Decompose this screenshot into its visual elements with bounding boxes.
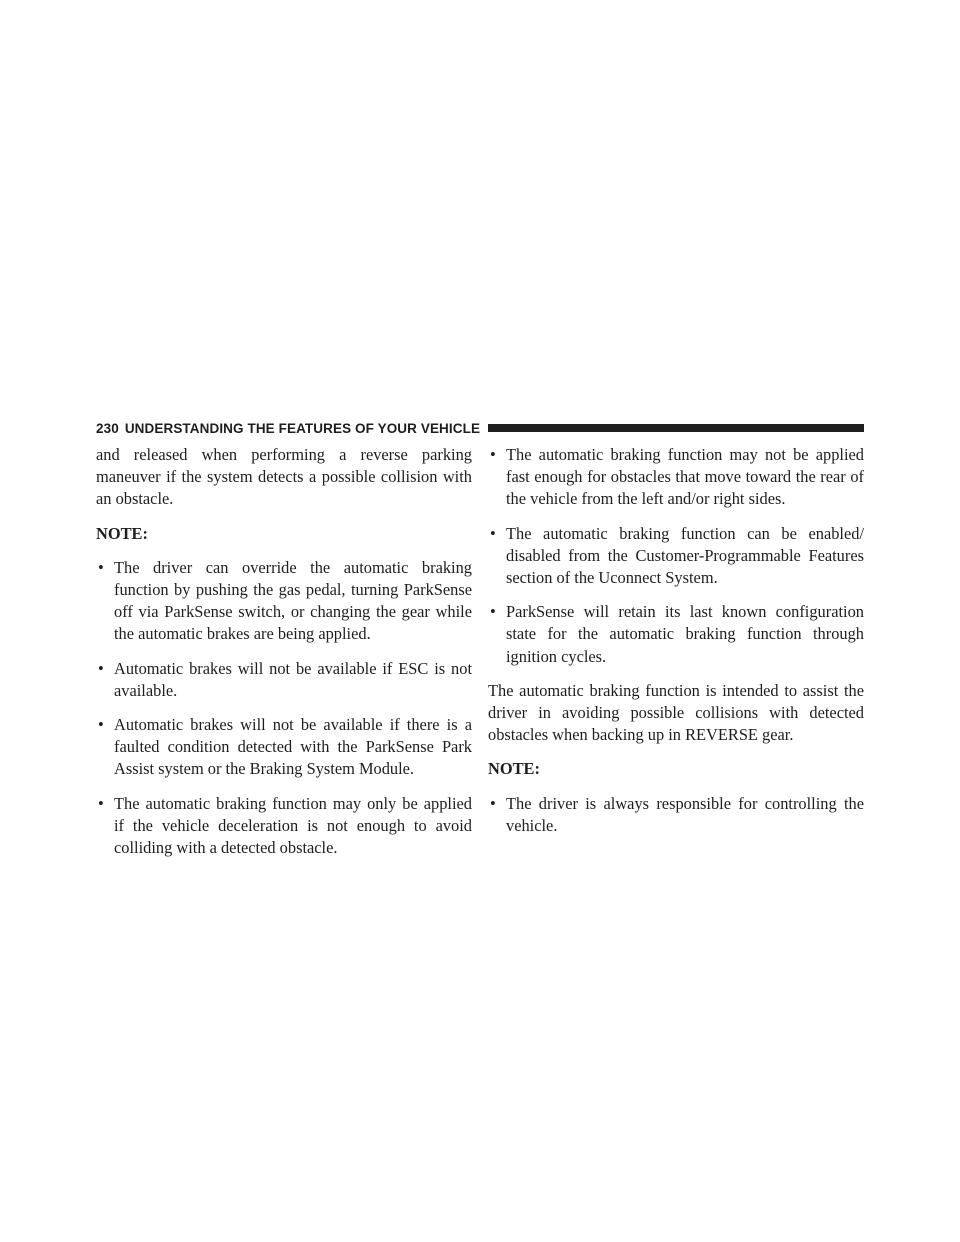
page-header: [96, 419, 864, 437]
list-item-text: The automatic braking function may only be applied if the vehicle deceleration is not enough to avoid colliding with a detected obstacle.: [114, 793, 472, 858]
bullet-icon: •: [98, 557, 104, 577]
bullet-icon: •: [490, 602, 496, 622]
list-item: [488, 793, 864, 837]
note-label: NOTE:: [488, 759, 540, 779]
left-column: [96, 444, 472, 871]
list-item: [488, 523, 864, 590]
list-item-text: The automatic braking function can be enabled/ disabled from the Customer-Programmable Features section of the Uconnect System.: [506, 523, 864, 588]
list-item: [96, 557, 472, 646]
list-item-text: The automatic braking function may not be applied fast enough for obstacles that move toward the rear of the vehicle from the left and/or right sides.: [506, 445, 864, 509]
note-bullet-list: [96, 557, 472, 859]
bullet-icon: •: [490, 523, 496, 543]
list-item: [96, 793, 472, 860]
list-item-text: Automatic brakes will not be available if there is a faulted condition detected with the ParkSense Park Assist system or the Braking System Module.: [114, 715, 472, 779]
note-bullet-list: [488, 793, 864, 837]
list-item-text: The driver can override the automatic braking function by pushing the gas pedal, turning ParkSense off via ParkSense switch, or changing the gear while the automatic brakes are being applied.: [114, 557, 472, 644]
note-label: NOTE:: [96, 523, 148, 543]
list-item: [488, 601, 864, 668]
list-item-text: ParkSense will retain its last known configuration state for the automatic braking function through ignition cycles.: [506, 602, 864, 666]
header-rule: [488, 424, 864, 432]
list-item-text: The driver is always responsible for controlling the vehicle.: [506, 793, 864, 835]
list-item-text: Automatic brakes will not be available if ESC is not available.: [114, 658, 472, 700]
list-item: [96, 714, 472, 781]
bullet-icon: •: [98, 658, 104, 678]
list-item: [488, 444, 864, 511]
intro-paragraph: and released when performing a reverse parking maneuver if the system detects a possible collision with an obstacle.: [96, 445, 472, 509]
body-paragraph: The automatic braking function is intended to assist the driver in avoiding possible collisions with detected obstacles when backing up in REVERSE gear.: [488, 680, 864, 745]
bullet-icon: •: [490, 793, 496, 813]
page-number: 230: [96, 420, 119, 436]
bullet-icon: •: [490, 445, 496, 464]
section-title: UNDERSTANDING THE FEATURES OF YOUR VEHICLE: [124, 420, 481, 436]
bullet-icon: •: [98, 793, 104, 813]
bullet-list: [488, 444, 864, 668]
list-item: [96, 658, 472, 702]
bullet-icon: •: [98, 715, 104, 735]
right-column: [488, 444, 864, 849]
